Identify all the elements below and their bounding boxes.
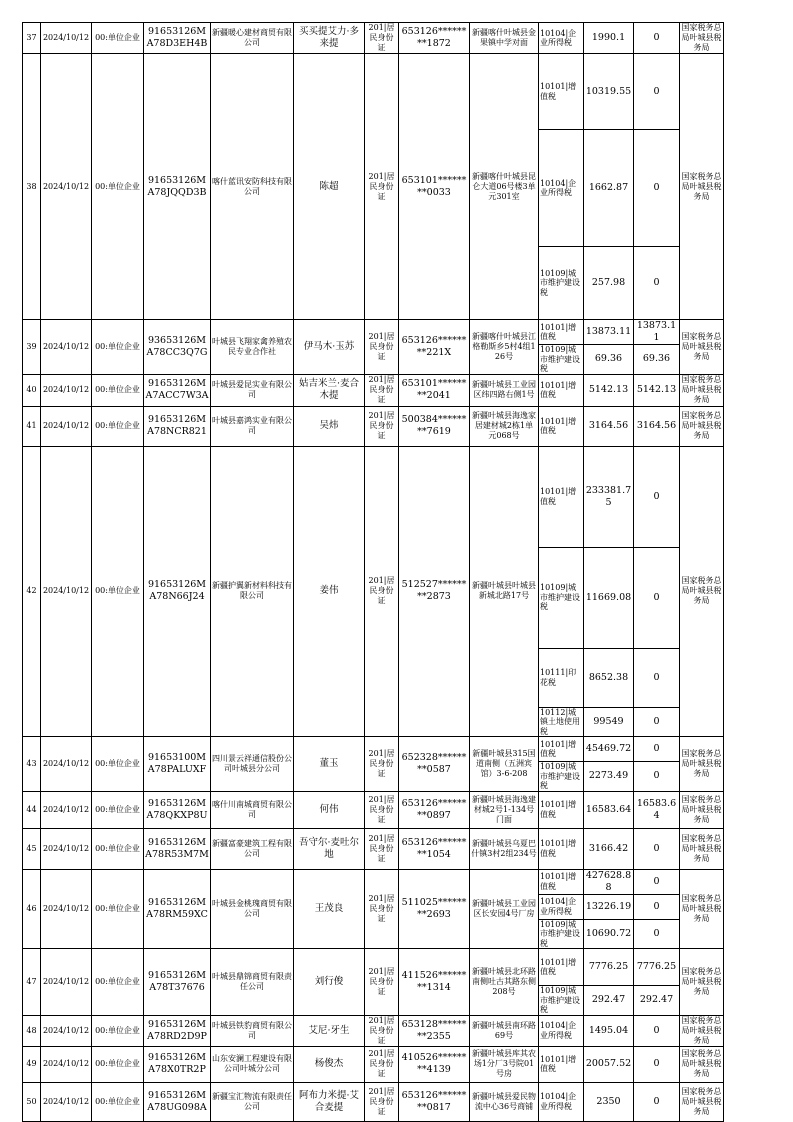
row-number: 49 [23, 1046, 41, 1082]
id-type-cell: 201|居民身份证 [365, 791, 399, 828]
id-number-cell: 511025********2693 [399, 869, 470, 949]
tax-amount-cell: 427628.88 [584, 869, 634, 894]
tax-amount-cell: 1495.04 [584, 1015, 634, 1046]
tax-item-cell: 10101|增值税 [539, 320, 584, 345]
taxpayer-type-cell: 00:单位企业 [92, 406, 144, 446]
current-amount-cell: 0 [634, 919, 680, 949]
company-name-cell: 喀什蓝讯安防科技有限公司 [211, 54, 294, 320]
tax-item-cell: 10109|城市维护建设税 [539, 986, 584, 1016]
tax-amount-cell: 45469.72 [584, 737, 634, 762]
id-type-cell: 201|居民身份证 [365, 828, 399, 869]
row-number: 40 [23, 374, 41, 406]
table-row [23, 23, 724, 54]
taxpayer-type-cell: 00:单位企业 [92, 1046, 144, 1082]
taxpayer-type-cell: 00:单位企业 [92, 23, 144, 54]
credit-code-cell: 91653126MA78JQQD3B [144, 54, 211, 320]
table-row [23, 869, 724, 894]
taxpayer-type-cell: 00:单位企业 [92, 374, 144, 406]
address-cell: 新疆叶城县北环路南侧吐古其路东侧208号 [470, 949, 539, 1016]
id-number-cell: 653128********2355 [399, 1015, 470, 1046]
taxpayer-type-cell: 00:单位企业 [92, 949, 144, 1016]
legal-person-cell: 陈超 [294, 54, 365, 320]
tax-item-cell: 10101|增值税 [539, 374, 584, 406]
id-number-cell: 512527********2873 [399, 446, 470, 737]
date-cell: 2024/10/12 [41, 949, 92, 1016]
table-row [23, 1015, 724, 1046]
id-number-cell: 653126********221X [399, 320, 470, 375]
id-type-cell: 201|居民身份证 [365, 949, 399, 1016]
current-amount-cell: 0 [634, 1046, 680, 1082]
date-cell: 2024/10/12 [41, 54, 92, 320]
credit-code-cell: 91653126MA78NCR821 [144, 406, 211, 446]
legal-person-cell: 姜伟 [294, 446, 365, 737]
company-name-cell: 新疆宝汇物流有限责任公司 [211, 1082, 294, 1121]
id-type-cell: 201|居民身份证 [365, 1046, 399, 1082]
row-number: 45 [23, 828, 41, 869]
tax-item-cell: 10101|增值税 [539, 1046, 584, 1082]
tax-item-cell: 10101|增值税 [539, 406, 584, 446]
address-cell: 新疆叶城县爱民物流中心36号商铺 [470, 1082, 539, 1121]
tax-amount-cell: 69.36 [584, 345, 634, 375]
table-row [23, 320, 724, 345]
legal-person-cell: 刘行俊 [294, 949, 365, 1016]
date-cell: 2024/10/12 [41, 869, 92, 949]
company-name-cell: 叶城县嘉鸿实业有限公司 [211, 406, 294, 446]
taxpayer-type-cell: 00:单位企业 [92, 791, 144, 828]
address-cell: 新疆喀什叶城县金果镇中学对面 [470, 23, 539, 54]
credit-code-cell: 91653126MA78X0TR2P [144, 1046, 211, 1082]
date-cell: 2024/10/12 [41, 320, 92, 375]
tax-amount-cell: 1990.1 [584, 23, 634, 54]
tax-amount-cell: 257.98 [584, 247, 634, 320]
tax-office-cell: 国家税务总局叶城县税务局 [680, 54, 724, 320]
tax-office-cell: 国家税务总局叶城县税务局 [680, 1082, 724, 1121]
current-amount-cell: 0 [634, 54, 680, 130]
row-number: 50 [23, 1082, 41, 1121]
address-cell: 新疆喀什叶城县江格勒斯乡5村4组126号 [470, 320, 539, 375]
tax-item-cell: 10109|城市维护建设税 [539, 345, 584, 375]
current-amount-cell: 16583.64 [634, 791, 680, 828]
table-body [23, 23, 724, 1122]
address-cell: 新疆叶城县库其农场1分厂3号院01号房 [470, 1046, 539, 1082]
tax-amount-cell: 292.47 [584, 986, 634, 1016]
tax-item-cell: 10101|增值税 [539, 869, 584, 894]
current-amount-cell: 0 [634, 130, 680, 247]
table-row [23, 1046, 724, 1082]
tax-amount-cell: 3166.42 [584, 828, 634, 869]
tax-item-cell: 10101|增值税 [539, 949, 584, 986]
credit-code-cell: 91653126MA78N66J24 [144, 446, 211, 737]
id-type-cell: 201|居民身份证 [365, 869, 399, 949]
credit-code-cell: 93653126MA78CC3Q7G [144, 320, 211, 375]
credit-code-cell: 91653100MA78PALUXF [144, 737, 211, 792]
tax-amount-cell: 10319.55 [584, 54, 634, 130]
id-number-cell: 653126********1872 [399, 23, 470, 54]
tax-amount-cell: 13873.11 [584, 320, 634, 345]
tax-item-cell: 10104|企业所得税 [539, 1015, 584, 1046]
current-amount-cell: 0 [634, 894, 680, 919]
address-cell: 新疆叶城县海逸建材城2号1-134号门面 [470, 791, 539, 828]
current-amount-cell: 0 [634, 707, 680, 737]
id-type-cell: 201|居民身份证 [365, 406, 399, 446]
current-amount-cell: 13873.11 [634, 320, 680, 345]
legal-person-cell: 艾尼·牙生 [294, 1015, 365, 1046]
tax-office-cell: 国家税务总局叶城县税务局 [681, 1015, 722, 1045]
tax-office-cell: 国家税务总局叶城县税务局 [680, 791, 724, 828]
tax-item-cell: 10109|城市维护建设税 [539, 247, 584, 320]
row-number: 48 [23, 1015, 41, 1046]
id-number-cell: 653126********0817 [399, 1082, 470, 1121]
tax-amount-cell: 8652.38 [584, 648, 634, 707]
tax-amount-cell: 10690.72 [584, 919, 634, 949]
taxpayer-type-cell: 00:单位企业 [92, 54, 144, 320]
row-number: 44 [23, 791, 41, 828]
current-amount-cell: 0 [634, 869, 680, 894]
tax-item-cell: 10112|城镇土地使用税 [539, 707, 584, 737]
tax-amount-cell: 99549 [584, 707, 634, 737]
tax-amount-cell: 2350 [584, 1082, 634, 1121]
credit-code-cell: 91653126MA78UG098A [144, 1082, 211, 1121]
current-amount-cell: 3164.56 [634, 406, 680, 446]
tax-amount-cell: 20057.52 [584, 1046, 634, 1082]
tax-item-cell: 10109|城市维护建设税 [539, 919, 584, 949]
table-row [23, 374, 724, 406]
company-name-cell: 喀什川南城商贸有限公司 [211, 791, 294, 828]
date-cell: 2024/10/12 [41, 406, 92, 446]
company-name-cell: 新疆富豪建筑工程有限公司 [211, 828, 294, 869]
tax-office-cell: 国家税务总局叶城县税务局 [680, 406, 724, 446]
table-row [23, 1082, 724, 1121]
tax-item-cell: 10104|企业所得税 [539, 130, 584, 247]
id-type-cell: 201|居民身份证 [365, 737, 399, 792]
current-amount-cell: 0 [634, 547, 680, 648]
current-amount-cell: 0 [634, 1082, 680, 1121]
id-type-cell: 201|居民身份证 [365, 374, 399, 406]
current-amount-cell: 7776.25 [634, 949, 680, 986]
tax-office-cell: 国家税务总局叶城县税务局 [680, 446, 724, 737]
tax-item-cell: 10111|印花税 [539, 648, 584, 707]
tax-amount-cell: 16583.64 [584, 791, 634, 828]
tax-amount-cell: 233381.75 [584, 446, 634, 547]
date-cell: 2024/10/12 [41, 374, 92, 406]
tax-item-cell: 10101|增值税 [539, 828, 584, 869]
tax-office-cell: 国家税务总局叶城县税务局 [681, 23, 722, 52]
legal-person-cell: 杨俊杰 [294, 1046, 365, 1082]
table-row [23, 828, 724, 869]
company-name-cell: 新疆暖心建材商贸有限公司 [211, 23, 294, 54]
address-cell: 新疆叶城县工业园区纬四路右侧1号 [470, 374, 539, 406]
id-number-cell: 500384********7619 [399, 406, 470, 446]
tax-office-cell: 国家税务总局叶城县税务局 [680, 1046, 724, 1082]
row-number: 37 [23, 23, 41, 54]
legal-person-cell: 伊马木·玉苏 [294, 320, 365, 375]
date-cell: 2024/10/12 [41, 737, 92, 792]
company-name-cell: 四川景云祥通信股份公司叶城县分公司 [211, 737, 294, 792]
address-cell: 新疆喀什叶城县昆仑大道06号楼3单元301室 [470, 54, 539, 320]
tax-item-cell: 10109|城市维护建设税 [539, 547, 584, 648]
date-cell: 2024/10/12 [41, 1082, 92, 1121]
credit-code-cell: 91653126MA7ACC7W3A [144, 374, 211, 406]
current-amount-cell: 69.36 [634, 345, 680, 375]
tax-office-cell: 国家税务总局叶城县税务局 [680, 737, 724, 792]
date-cell: 2024/10/12 [41, 1046, 92, 1082]
company-name-cell: 叶城县鼎锦商贸有限责任公司 [211, 949, 294, 1016]
company-name-cell: 山东安澜工程建设有限公司叶城分公司 [211, 1046, 294, 1082]
row-number: 46 [23, 869, 41, 949]
tax-amount-cell: 7776.25 [584, 949, 634, 986]
legal-person-cell: 吾守尔·麦吐尔地 [294, 828, 365, 869]
tax-item-cell: 10101|增值税 [539, 54, 584, 130]
taxpayer-type-cell: 00:单位企业 [92, 1015, 144, 1046]
current-amount-cell: 0 [634, 1015, 680, 1046]
taxpayer-type-cell: 00:单位企业 [92, 446, 144, 737]
tax-office-cell: 国家税务总局叶城县税务局 [680, 828, 724, 869]
taxpayer-type-cell: 00:单位企业 [92, 320, 144, 375]
legal-person-cell: 王茂良 [294, 869, 365, 949]
tax-item-cell: 10101|增值税 [539, 737, 584, 762]
address-cell: 新疆叶城县乌夏巴什镇3村2组234号 [470, 828, 539, 869]
legal-person-cell: 何伟 [294, 791, 365, 828]
id-number-cell: 653126********1054 [399, 828, 470, 869]
company-name-cell: 叶城县爱昆实业有限公司 [211, 374, 294, 406]
tax-amount-cell: 3164.56 [584, 406, 634, 446]
tax-item-cell: 10104|企业所得税 [539, 23, 584, 54]
taxpayer-type-cell: 00:单位企业 [92, 737, 144, 792]
tax-amount-cell: 1662.87 [584, 130, 634, 247]
table-row [23, 54, 724, 130]
id-type-cell: 201|居民身份证 [365, 1015, 399, 1046]
id-number-cell: 411526********1314 [399, 949, 470, 1016]
credit-code-cell: 91653126MA78RM59XC [144, 869, 211, 949]
current-amount-cell: 0 [634, 247, 680, 320]
tax-item-cell: 10101|增值税 [539, 791, 584, 828]
row-number: 38 [23, 54, 41, 320]
current-amount-cell: 0 [634, 762, 680, 792]
date-cell: 2024/10/12 [41, 1015, 92, 1046]
taxpayer-type-cell: 00:单位企业 [92, 1082, 144, 1121]
address-cell: 新疆叶城县315国道南侧（五洲宾馆）3-6-208 [470, 737, 539, 792]
tax-item-cell: 10101|增值税 [539, 446, 584, 547]
address-cell: 新疆叶城县南环路69号 [470, 1015, 539, 1046]
legal-person-cell: 阿布力米提·艾合麦提 [294, 1082, 365, 1121]
current-amount-cell: 0 [634, 23, 680, 54]
id-type-cell: 201|居民身份证 [365, 320, 399, 375]
tax-office-cell: 国家税务总局叶城县税务局 [680, 869, 724, 949]
legal-person-cell: 买买提艾力·多来提 [294, 23, 365, 54]
legal-person-cell: 姑吉米兰·麦合木提 [294, 374, 365, 406]
date-cell: 2024/10/12 [41, 791, 92, 828]
legal-person-cell: 董玉 [294, 737, 365, 792]
id-type-cell: 201|居民身份证 [365, 446, 399, 737]
current-amount-cell: 5142.13 [634, 374, 680, 406]
credit-code-cell: 91653126MA78QKXP8U [144, 791, 211, 828]
credit-code-cell: 91653126MA78R53M7M [144, 828, 211, 869]
legal-person-cell: 吴炜 [294, 406, 365, 446]
current-amount-cell: 0 [634, 648, 680, 707]
table-row [23, 791, 724, 828]
row-number: 42 [23, 446, 41, 737]
taxpayer-type-cell: 00:单位企业 [92, 869, 144, 949]
tax-amount-cell: 11669.08 [584, 547, 634, 648]
id-number-cell: 652328********0587 [399, 737, 470, 792]
row-number: 41 [23, 406, 41, 446]
date-cell: 2024/10/12 [41, 446, 92, 737]
id-type-cell: 201|居民身份证 [365, 23, 399, 54]
address-cell: 新疆叶城县工业园区长安园4号厂房 [470, 869, 539, 949]
table-row [23, 949, 724, 986]
address-cell: 新疆叶城县海逸家居建材城2栋1单元068号 [470, 406, 539, 446]
company-name-cell: 叶城县金桃瑰商贸有限公司 [211, 869, 294, 949]
tax-amount-cell: 2273.49 [584, 762, 634, 792]
id-number-cell: 653101********0033 [399, 54, 470, 320]
company-name-cell: 新疆护翼新材料科技有限公司 [211, 446, 294, 737]
table-row [23, 406, 724, 446]
id-number-cell: 653126********0897 [399, 791, 470, 828]
company-name-cell: 叶城县飞翔家禽养殖农民专业合作社 [211, 320, 294, 375]
date-cell: 2024/10/12 [41, 828, 92, 869]
id-number-cell: 410526********4139 [399, 1046, 470, 1082]
tax-office-cell: 国家税务总局叶城县税务局 [680, 320, 724, 375]
current-amount-cell: 292.47 [634, 986, 680, 1016]
tax-item-cell: 10109|城市维护建设税 [539, 762, 584, 792]
row-number: 47 [23, 949, 41, 1016]
tax-office-cell: 国家税务总局叶城县税务局 [681, 375, 722, 404]
id-number-cell: 653101********2041 [399, 374, 470, 406]
row-number: 43 [23, 737, 41, 792]
credit-code-cell: 91653126MA78D3EH4B [144, 23, 211, 54]
current-amount-cell: 0 [634, 446, 680, 547]
company-name-cell: 叶城县铁豹商贸有限公司 [211, 1015, 294, 1046]
tax-item-cell: 10104|企业所得税 [539, 1082, 584, 1121]
taxpayer-type-cell: 00:单位企业 [92, 828, 144, 869]
id-type-cell: 201|居民身份证 [365, 54, 399, 320]
id-type-cell: 201|居民身份证 [365, 1082, 399, 1121]
tax-amount-cell: 13226.19 [584, 894, 634, 919]
current-amount-cell: 0 [634, 828, 680, 869]
date-cell: 2024/10/12 [41, 23, 92, 54]
credit-code-cell: 91653126MA78T37676 [144, 949, 211, 1016]
tax-arrears-table [22, 22, 724, 1122]
table-row [23, 737, 724, 762]
current-amount-cell: 0 [634, 737, 680, 762]
tax-office-cell: 国家税务总局叶城县税务局 [680, 949, 724, 1016]
credit-code-cell: 91653126MA78RD2D9P [144, 1015, 211, 1046]
row-number: 39 [23, 320, 41, 375]
address-cell: 新疆叶城县叶城县新城北路17号 [470, 446, 539, 737]
table-row [23, 446, 724, 547]
tax-item-cell: 10104|企业所得税 [539, 894, 584, 919]
tax-amount-cell: 5142.13 [584, 374, 634, 406]
